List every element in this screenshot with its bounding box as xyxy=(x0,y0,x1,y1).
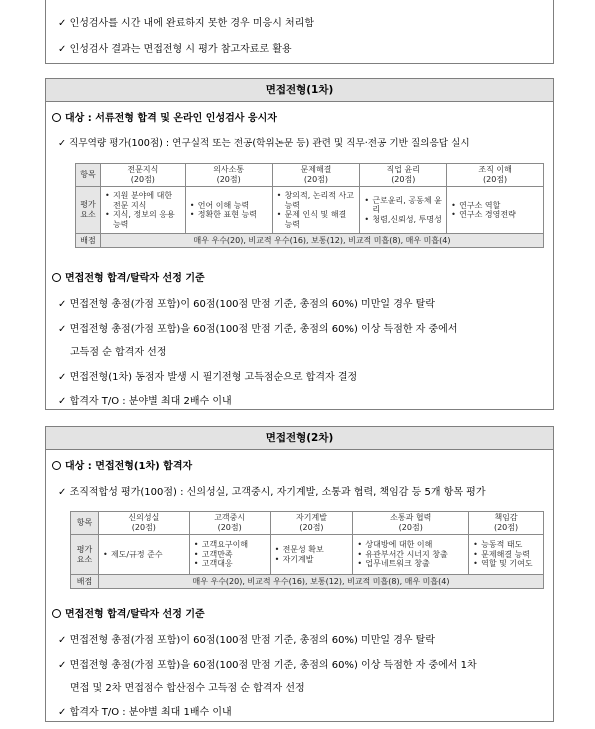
score-label: 배점 xyxy=(71,575,99,589)
round1-criterion: ✓ 합격자 T/O : 분야별 최대 2배수 이내 xyxy=(58,396,232,407)
col-header: 소통과 협력 (20점) xyxy=(353,512,469,535)
check-icon: ✓ xyxy=(58,707,67,718)
cell: • 지원 분야에 대한 전문 지식 • 지식, 정보의 응용 능력 xyxy=(100,187,185,234)
round1-eval: ✓ 직무역량 평가(100점) : 연구실적 또는 전공(학위논문 등) 관련 및 직무·전공 기반 질의응답 실시 xyxy=(58,138,470,149)
score-label: 배점 xyxy=(76,234,101,248)
round2-criteria-title: 면접전형 합격/탈락자 선정 기준 xyxy=(52,605,205,620)
check-icon: ✓ xyxy=(58,299,67,310)
cell: • 상대방에 대한 이해 • 유관부서간 시너지 창출 • 업무네트워크 창출 xyxy=(353,535,469,575)
col-header: 문제해결 (20점) xyxy=(272,164,360,187)
cell: • 근로윤리, 공동체 윤리 • 청렴,신뢰성, 투명성 xyxy=(360,187,447,234)
round1-box xyxy=(45,78,554,410)
row-label: 평가 요소 xyxy=(71,535,99,575)
round1-criterion: ✓ 면접전형 총점(가점 포함)을 60점(100점 만점 기준, 총점의 60%) 이상 득점한 자 중에서 xyxy=(58,324,458,335)
col-header: 고객중시 (20점) xyxy=(189,512,270,535)
check-icon: ✓ xyxy=(58,138,67,149)
round1-criterion-cont: 고득점 순 합격자 선정 xyxy=(70,347,167,358)
round1-title: 면접전형(1차) xyxy=(46,79,553,102)
round1-criterion: ✓ 면접전형 총점(가점 포함)이 60점(100점 만점 기준, 총점의 60%) 미만일 경우 탈락 xyxy=(58,299,436,310)
check-icon: ✓ xyxy=(58,396,67,407)
col-header: 신의성실 (20점) xyxy=(98,512,189,535)
round2-eval-table xyxy=(70,511,544,589)
col-header: 책임감 (20점) xyxy=(469,512,544,535)
table-corner: 항목 xyxy=(71,512,99,535)
round1-target: 대상 : 서류전형 합격 및 온라인 인성검사 응시자 xyxy=(52,109,277,124)
check-icon: ✓ xyxy=(58,44,67,55)
round2-criterion: ✓ 합격자 T/O : 분야별 최대 1배수 이내 xyxy=(58,707,232,718)
check-icon: ✓ xyxy=(58,660,67,671)
check-icon: ✓ xyxy=(58,372,67,383)
top-item-2: ✓ 인성검사 결과는 면접전형 시 평가 참고자료로 활용 xyxy=(58,44,292,55)
col-header: 조직 이해 (20점) xyxy=(447,164,544,187)
round2-title: 면접전형(2차) xyxy=(46,427,553,450)
round2-criterion: ✓ 면접전형 총점(가점 포함)이 60점(100점 만점 기준, 총점의 60%) 미만일 경우 탈락 xyxy=(58,635,436,646)
top-notice-box xyxy=(45,0,554,64)
round2-box xyxy=(45,426,554,722)
check-icon: ✓ xyxy=(58,324,67,335)
round2-criterion: ✓ 면접전형 총점(가점 포함)을 60점(100점 만점 기준, 총점의 60%) 이상 득점한 자 중에서 1차 xyxy=(58,660,477,671)
round2-criterion-cont: 면접 및 2차 면접점수 합산점수 고득점 순 합격자 선정 xyxy=(70,683,305,694)
cell: • 고객요구이해 • 고객만족 • 고객대응 xyxy=(189,535,270,575)
row-label: 평가 요소 xyxy=(76,187,101,234)
top-item-1: ✓ 인성검사를 시간 내에 완료하지 못한 경우 미응시 처리함 xyxy=(58,18,315,29)
circle-bullet-icon xyxy=(52,113,61,122)
check-icon: ✓ xyxy=(58,635,67,646)
cell: • 전문성 확보 • 자기계발 xyxy=(270,535,353,575)
cell: • 능동적 태도 • 문제해결 능력 • 역할 및 기여도 xyxy=(469,535,544,575)
check-icon: ✓ xyxy=(58,487,67,498)
circle-bullet-icon xyxy=(52,461,61,470)
cell: • 언어 이해 능력 • 정확한 표현 능력 xyxy=(185,187,272,234)
col-header: 직업 윤리 (20점) xyxy=(360,164,447,187)
round1-criteria-title: 면접전형 합격/탈락자 선정 기준 xyxy=(52,269,205,284)
col-header: 전문지식 (20점) xyxy=(100,164,185,187)
round1-eval-table xyxy=(75,163,544,248)
col-header: 자기계발 (20점) xyxy=(270,512,353,535)
cell: • 제도/규정 준수 xyxy=(98,535,189,575)
score-scale: 매우 우수(20), 비교적 우수(16), 보통(12), 비교적 미흡(8), 매우 미흡(4) xyxy=(100,234,543,248)
round1-criterion: ✓ 면접전형(1차) 동점자 발생 시 필기전형 고득점순으로 합격자 결정 xyxy=(58,372,358,383)
round2-eval: ✓ 조직적합성 평가(100점) : 신의성실, 고객중시, 자기계발, 소통과 협력, 책임감 등 5개 항목 평가 xyxy=(58,487,486,498)
table-corner: 항목 xyxy=(76,164,101,187)
score-scale: 매우 우수(20), 비교적 우수(16), 보통(12), 비교적 미흡(8), 매우 미흡(4) xyxy=(98,575,543,589)
cell: • 창의적, 논리적 사고능력 • 문제 인식 및 해결 능력 xyxy=(272,187,360,234)
cell: • 연구소 역할 • 연구소 경영전략 xyxy=(447,187,544,234)
col-header: 의사소통 (20점) xyxy=(185,164,272,187)
circle-bullet-icon xyxy=(52,273,61,282)
circle-bullet-icon xyxy=(52,609,61,618)
round2-target: 대상 : 면접전형(1차) 합격자 xyxy=(52,457,192,472)
check-icon: ✓ xyxy=(58,18,67,29)
